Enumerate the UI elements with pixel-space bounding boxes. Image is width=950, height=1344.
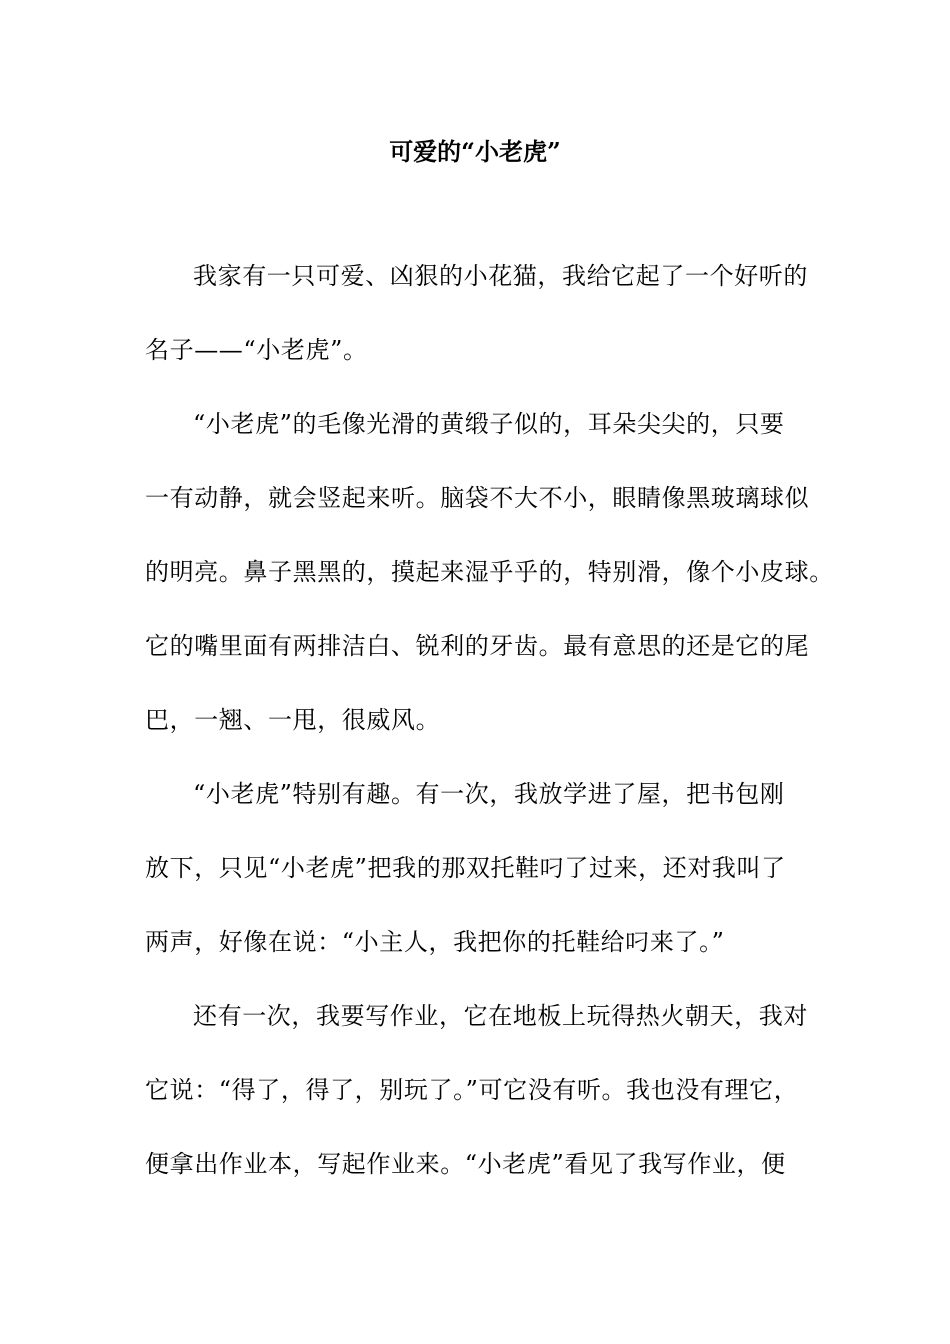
paragraph-3-line-1: “小老虎”特别有趣。有一次，我放学进了屋，把书包刚 [193, 780, 785, 808]
paragraph-2-line-5: 巴，一翘、一甩，很威风。 [145, 706, 441, 734]
paragraph-2-line-1: “小老虎”的毛像光滑的黄缎子似的，耳朵尖尖的，只要 [193, 410, 785, 438]
document-title: 可爱的“小老虎” [389, 137, 561, 166]
paragraph-3-line-3: 两声，好像在说：“小主人，我把你的托鞋给叼来了。” [145, 928, 725, 956]
paragraph-3-line-2: 放下，只见“小老虎”把我的那双托鞋叼了过来，还对我叫了 [145, 854, 786, 882]
paragraph-2-line-3: 的明亮。鼻子黑黑的，摸起来湿乎乎的，特别滑，像个小皮球。 [145, 558, 834, 586]
paragraph-2-line-2: 一有动静，就会竖起来听。脑袋不大不小，眼睛像黑玻璃球似 [145, 484, 810, 512]
paragraph-1-line-1: 我家有一只可爱、凶狠的小花猫，我给它起了一个好听的 [193, 262, 808, 290]
document-body [145, 258, 834, 1220]
paragraph-4-line-2: 它说：“得了，得了，别玩了。”可它没有听。我也没有理它， [145, 1076, 799, 1104]
paragraph-4-line-1: 还有一次，我要写作业，它在地板上玩得热火朝天，我对 [193, 1002, 808, 1030]
paragraph-4-line-3: 便拿出作业本，写起作业来。“小老虎”看见了我写作业，便 [145, 1150, 786, 1178]
paragraph-1-line-2: 名子——“小老虎”。 [145, 336, 368, 364]
paragraph-2-line-4: 它的嘴里面有两排洁白、锐利的牙齿。最有意思的还是它的尾 [145, 632, 810, 660]
